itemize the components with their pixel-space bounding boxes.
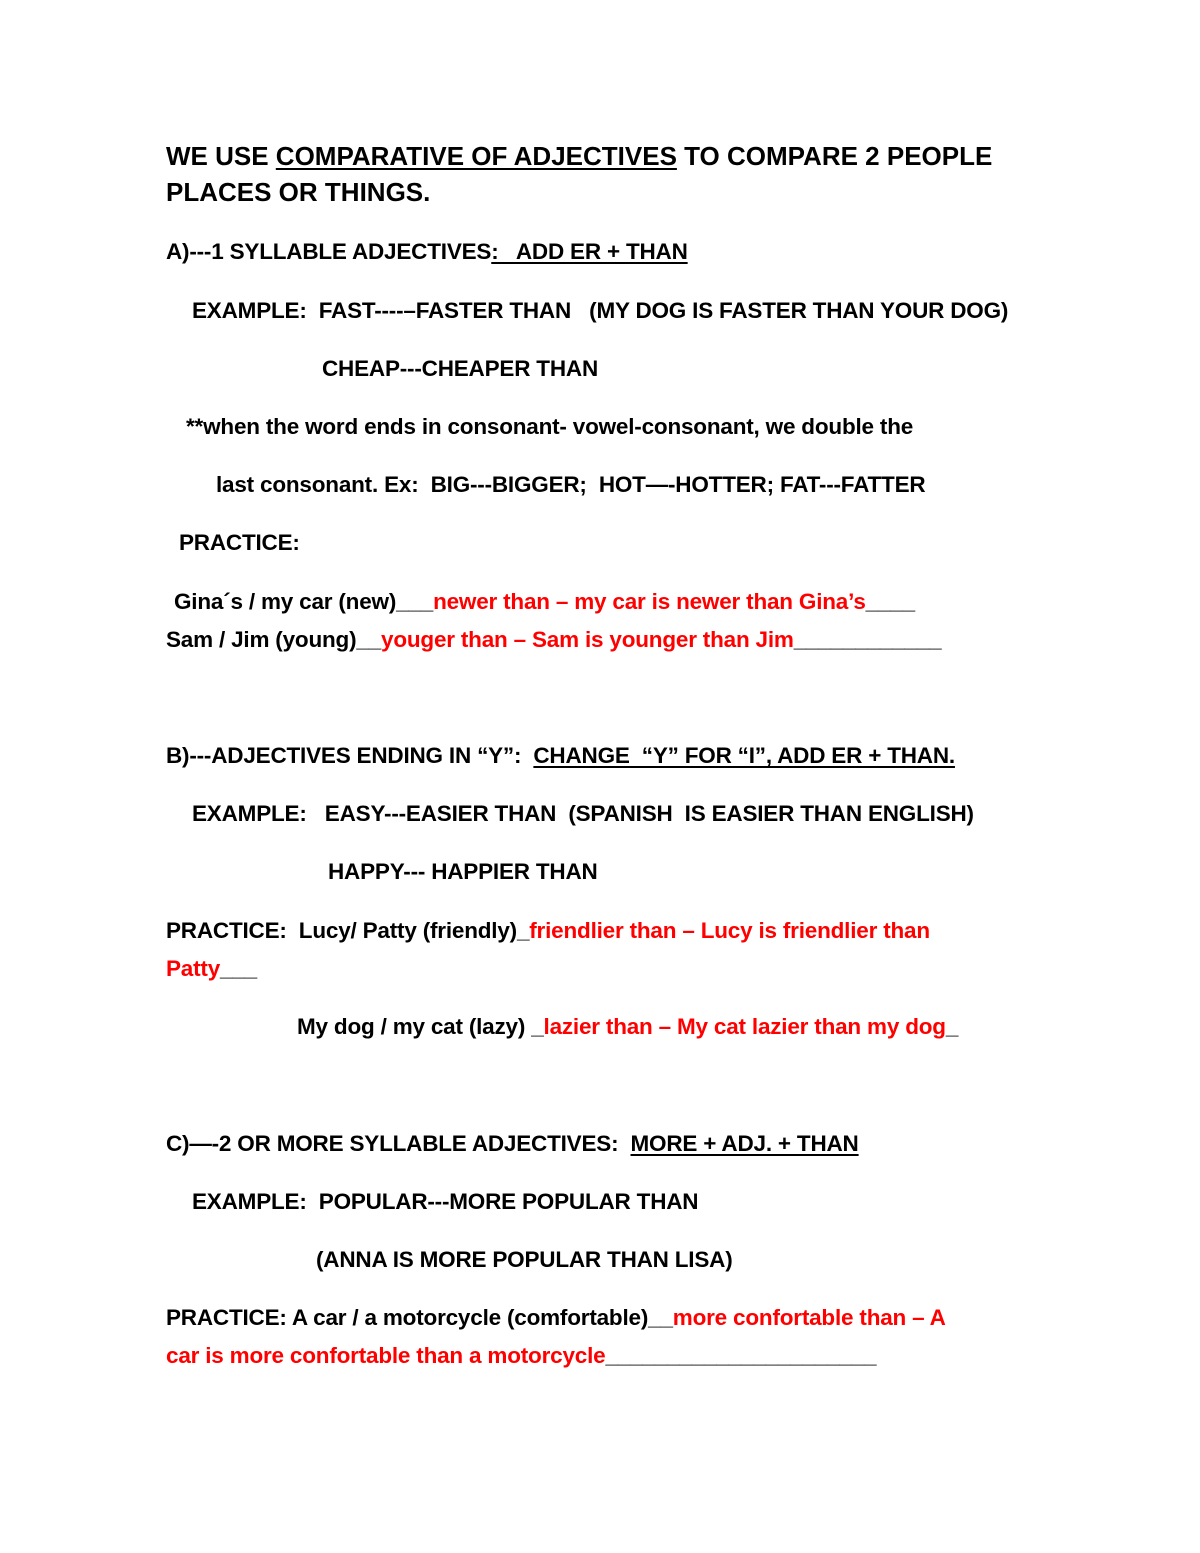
section-c-practice-1-cont [166, 1342, 876, 1370]
practice-blank: _ [945, 1014, 959, 1039]
heading-rule: CHANGE “Y” FOR “I”, ADD ER + THAN. [533, 743, 955, 768]
section-a-note-1: **when the word ends in consonant- vowel-consonant, we double the [186, 414, 914, 439]
practice-prompt: PRACTICE: Lucy/ Patty (friendly)_ [166, 918, 530, 943]
heading-label: C)—-2 OR MORE SYLLABLE ADJECTIVES: [166, 1131, 631, 1156]
title-line-1 [166, 142, 992, 170]
heading-rule: : ADD ER + THAN [491, 239, 688, 264]
practice-blank: ______________________ [605, 1343, 877, 1368]
heading-label: B)---ADJECTIVES ENDING IN “Y”: [166, 743, 534, 768]
title-text: TO COMPARE 2 PEOPLE [676, 141, 993, 171]
section-c-example-1: EXAMPLE: POPULAR---MORE POPULAR THAN [192, 1189, 699, 1214]
section-a-example-1: EXAMPLE: FAST----–FASTER THAN (MY DOG IS FASTER THAN YOUR DOG) [192, 298, 1009, 323]
practice-prompt: Gina´s / my car (new)___ [174, 589, 434, 614]
section-a-practice-label: PRACTICE: [179, 530, 300, 555]
practice-answer: car is more confortable than a motorcycle [166, 1343, 606, 1368]
section-a-example-2: CHEAP---CHEAPER THAN [322, 356, 598, 381]
practice-answer: friendlier than – Lucy is friendlier than [529, 918, 930, 943]
practice-answer: Patty [166, 956, 221, 981]
heading-label: A)---1 SYLLABLE ADJECTIVES [166, 239, 492, 264]
section-b-example-2: HAPPY--- HAPPIER THAN [328, 859, 598, 884]
section-a-practice-2 [166, 626, 941, 654]
practice-answer: more confortable than – A [672, 1305, 946, 1330]
practice-blank: ____________ [793, 627, 942, 652]
section-c-heading [166, 1130, 859, 1158]
heading-rule: MORE + ADJ. + THAN [630, 1131, 859, 1156]
section-b-practice-1 [166, 917, 930, 945]
practice-prompt: Sam / Jim (young)__ [166, 627, 382, 652]
practice-prompt: My dog / my cat (lazy) _ [297, 1014, 544, 1039]
practice-answer: lazier than – My cat lazier than my dog [543, 1014, 946, 1039]
section-b-example-1: EXAMPLE: EASY---EASIER THAN (SPANISH IS EASIER THAN ENGLISH) [192, 801, 974, 826]
title-underlined: COMPARATIVE OF ADJECTIVES [275, 141, 677, 171]
section-b-heading [166, 742, 955, 770]
section-c-example-2: (ANNA IS MORE POPULAR THAN LISA) [316, 1247, 733, 1272]
practice-blank: ___ [220, 956, 257, 981]
practice-blank: ____ [865, 589, 915, 614]
practice-answer: newer than – my car is newer than Gina’s [433, 589, 866, 614]
section-a-practice-1 [174, 588, 915, 616]
section-a-heading [166, 238, 688, 266]
section-a-note-2: last consonant. Ex: BIG---BIGGER; HOT—-HOTTER; FAT---FATTER [216, 472, 926, 497]
title-text: WE USE [166, 141, 276, 171]
title-line-2: PLACES OR THINGS. [166, 177, 431, 207]
practice-answer: youger than – Sam is younger than Jim [381, 627, 794, 652]
practice-prompt: PRACTICE: A car / a motorcycle (comfortable)__ [166, 1305, 673, 1330]
section-c-practice-1 [166, 1304, 946, 1332]
section-b-practice-2 [297, 1013, 958, 1041]
section-b-practice-1-cont [166, 955, 257, 983]
